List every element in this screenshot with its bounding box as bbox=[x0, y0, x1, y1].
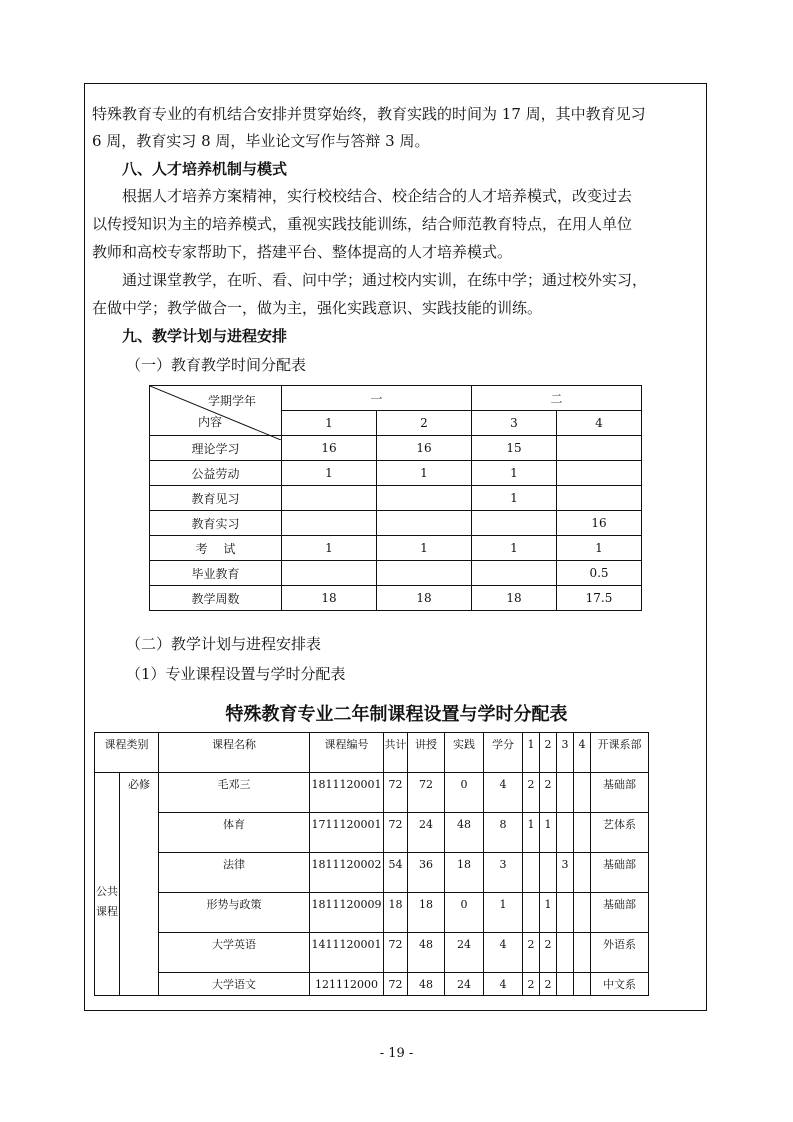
table-row bbox=[95, 973, 649, 996]
section-heading-9: 九、教学计划与进程安排 bbox=[122, 327, 288, 345]
course-term: 1 bbox=[540, 893, 557, 933]
course-term: 3 bbox=[557, 853, 574, 893]
table-cell bbox=[282, 511, 377, 536]
table-row bbox=[150, 536, 642, 561]
course-term: 2 bbox=[540, 973, 557, 996]
course-term: 2 bbox=[540, 773, 557, 813]
table-cell: 1 bbox=[282, 461, 377, 486]
course-lecture: 24 bbox=[408, 813, 445, 853]
course-term bbox=[523, 893, 540, 933]
table-cell: 1 bbox=[472, 536, 557, 561]
course-total: 72 bbox=[384, 773, 408, 813]
row-label: 公益劳动 bbox=[150, 461, 282, 486]
course-credit: 3 bbox=[484, 853, 523, 893]
paragraph-line: 教师和高校专家帮助下，搭建平台、整体提高的人才培养模式。 bbox=[92, 243, 513, 261]
course-total: 72 bbox=[384, 933, 408, 973]
course-term bbox=[557, 813, 574, 853]
course-code: 121112000 bbox=[310, 973, 384, 996]
table-row bbox=[150, 511, 642, 536]
course-term bbox=[574, 893, 591, 933]
course-term bbox=[540, 853, 557, 893]
table-cell: 1 bbox=[377, 461, 472, 486]
course-lecture: 48 bbox=[408, 973, 445, 996]
course-credit: 4 bbox=[484, 933, 523, 973]
course-lecture: 18 bbox=[408, 893, 445, 933]
row-label: 教育实习 bbox=[150, 511, 282, 536]
course-term bbox=[557, 893, 574, 933]
subsection-title: （一）教育教学时间分配表 bbox=[126, 356, 307, 374]
page-number: - 19 - bbox=[379, 1046, 414, 1061]
course-name: 体育 bbox=[159, 813, 310, 853]
course-name: 法律 bbox=[159, 853, 310, 893]
course-credit: 1 bbox=[484, 893, 523, 933]
table-cell bbox=[282, 486, 377, 511]
table-cell bbox=[282, 561, 377, 586]
course-term bbox=[574, 853, 591, 893]
course-term bbox=[557, 933, 574, 973]
course-lecture: 72 bbox=[408, 773, 445, 813]
course-name: 大学英语 bbox=[159, 933, 310, 973]
course-code: 1811120002 bbox=[310, 853, 384, 893]
course-term: 2 bbox=[523, 933, 540, 973]
table-cell: 18 bbox=[282, 586, 377, 611]
paragraph-line: 6 周，教育实习 8 周，毕业论文写作与答辩 3 周。 bbox=[92, 132, 430, 150]
term-header: 4 bbox=[557, 411, 642, 436]
row-label: 教学周数 bbox=[150, 586, 282, 611]
header-cell: 讲授 bbox=[408, 733, 445, 773]
course-total: 72 bbox=[384, 973, 408, 996]
header-cell: 课程编号 bbox=[310, 733, 384, 773]
corner-top-label: 学期学年 bbox=[207, 394, 256, 408]
table-cell: 1 bbox=[472, 486, 557, 511]
course-practice: 24 bbox=[445, 973, 484, 996]
paragraph-line: 通过课堂教学，在听、看、问中学；通过校内实训，在练中学；通过校外实习， bbox=[122, 271, 648, 289]
header-cell: 课程名称 bbox=[159, 733, 310, 773]
table-cell: 18 bbox=[377, 586, 472, 611]
course-code: 1411120001 bbox=[310, 933, 384, 973]
paragraph-line: 特殊教育专业的有机结合安排并贯穿始终，教育实践的时间为 17 周，其中教育见习 bbox=[92, 105, 646, 123]
table-cell: 16 bbox=[557, 511, 642, 536]
table-cell bbox=[472, 511, 557, 536]
table-cell: 18 bbox=[472, 586, 557, 611]
table-row bbox=[95, 813, 649, 853]
year-header: 二 bbox=[472, 386, 642, 411]
course-practice: 0 bbox=[445, 773, 484, 813]
course-total: 18 bbox=[384, 893, 408, 933]
course-practice: 0 bbox=[445, 893, 484, 933]
category-cell: 公共课程 bbox=[95, 773, 120, 996]
table-cell: 16 bbox=[377, 436, 472, 461]
table-cell: 0.5 bbox=[557, 561, 642, 586]
course-term: 2 bbox=[540, 933, 557, 973]
course-code: 1811120001 bbox=[310, 773, 384, 813]
table-cell bbox=[557, 461, 642, 486]
header-cell: 1 bbox=[523, 733, 540, 773]
table-cell: 17.5 bbox=[557, 586, 642, 611]
course-term bbox=[574, 773, 591, 813]
table-cell bbox=[377, 561, 472, 586]
table-cell bbox=[377, 511, 472, 536]
course-term bbox=[574, 933, 591, 973]
header-cell: 课程类别 bbox=[95, 733, 159, 773]
row-label: 毕业教育 bbox=[150, 561, 282, 586]
course-table-title: 特殊教育专业二年制课程设置与学时分配表 bbox=[225, 704, 568, 725]
course-term bbox=[574, 973, 591, 996]
table-cell: 1 bbox=[377, 536, 472, 561]
course-credit: 4 bbox=[484, 973, 523, 996]
term-header: 1 bbox=[282, 411, 377, 436]
paragraph-line: 以传授知识为主的培养模式，重视实践技能训练，结合师范教育特点，在用人单位 bbox=[92, 215, 633, 233]
table-row bbox=[150, 586, 642, 611]
course-lecture: 36 bbox=[408, 853, 445, 893]
table-cell: 16 bbox=[282, 436, 377, 461]
header-cell: 4 bbox=[574, 733, 591, 773]
course-name: 大学语文 bbox=[159, 973, 310, 996]
course-practice: 24 bbox=[445, 933, 484, 973]
course-name: 毛邓三 bbox=[159, 773, 310, 813]
section-heading-8: 八、人才培养机制与模式 bbox=[122, 160, 288, 178]
table-row bbox=[150, 461, 642, 486]
course-term: 1 bbox=[540, 813, 557, 853]
course-table bbox=[94, 732, 649, 996]
course-term bbox=[523, 853, 540, 893]
table-cell bbox=[557, 486, 642, 511]
corner-bottom-label: 内容 bbox=[198, 415, 223, 429]
course-code: 1811120009 bbox=[310, 893, 384, 933]
table-cell: 1 bbox=[557, 536, 642, 561]
paragraph-line: 在做中学；教学做合一，做为主，强化实践意识、实践技能的训练。 bbox=[92, 299, 543, 317]
course-term: 2 bbox=[523, 973, 540, 996]
term-header: 3 bbox=[472, 411, 557, 436]
course-term: 2 bbox=[523, 773, 540, 813]
course-dept: 基础部 bbox=[591, 853, 649, 893]
table-row bbox=[95, 933, 649, 973]
course-code: 1711120001 bbox=[310, 813, 384, 853]
header-cell: 共计 bbox=[384, 733, 408, 773]
course-total: 72 bbox=[384, 813, 408, 853]
course-practice: 48 bbox=[445, 813, 484, 853]
header-cell: 2 bbox=[540, 733, 557, 773]
row-label: 考 试 bbox=[150, 536, 282, 561]
header-cell: 开课系部 bbox=[591, 733, 649, 773]
course-name: 形势与政策 bbox=[159, 893, 310, 933]
table-row bbox=[150, 486, 642, 511]
course-term bbox=[557, 973, 574, 996]
course-term bbox=[574, 813, 591, 853]
table-cell: 1 bbox=[472, 461, 557, 486]
course-lecture: 48 bbox=[408, 933, 445, 973]
table-cell bbox=[472, 561, 557, 586]
table-row bbox=[95, 853, 649, 893]
table-cell bbox=[377, 486, 472, 511]
header-cell: 实践 bbox=[445, 733, 484, 773]
row-label: 理论学习 bbox=[150, 436, 282, 461]
header-cell: 3 bbox=[557, 733, 574, 773]
course-dept: 基础部 bbox=[591, 893, 649, 933]
table-cell: 15 bbox=[472, 436, 557, 461]
time-allocation-table bbox=[149, 385, 642, 611]
course-total: 54 bbox=[384, 853, 408, 893]
subsection-title: （1）专业课程设置与学时分配表 bbox=[126, 665, 346, 683]
course-dept: 中文系 bbox=[591, 973, 649, 996]
table-row bbox=[95, 893, 649, 933]
course-credit: 8 bbox=[484, 813, 523, 853]
term-header: 2 bbox=[377, 411, 472, 436]
year-header: 一 bbox=[282, 386, 472, 411]
course-term bbox=[557, 773, 574, 813]
paragraph-line: 根据人才培养方案精神，实行校校结合、校企结合的人才培养模式，改变过去 bbox=[122, 187, 633, 205]
course-credit: 4 bbox=[484, 773, 523, 813]
course-practice: 18 bbox=[445, 853, 484, 893]
subcategory-cell: 必修 bbox=[120, 773, 159, 996]
table-row bbox=[95, 773, 649, 813]
table-cell bbox=[557, 436, 642, 461]
subsection-title: （二）教学计划与进程安排表 bbox=[126, 635, 322, 653]
table-cell: 1 bbox=[282, 536, 377, 561]
row-label: 教育见习 bbox=[150, 486, 282, 511]
course-dept: 外语系 bbox=[591, 933, 649, 973]
header-cell: 学分 bbox=[484, 733, 523, 773]
course-dept: 基础部 bbox=[591, 773, 649, 813]
course-term: 1 bbox=[523, 813, 540, 853]
course-dept: 艺体系 bbox=[591, 813, 649, 853]
table-row bbox=[150, 561, 642, 586]
corner-header-cell bbox=[150, 386, 282, 436]
